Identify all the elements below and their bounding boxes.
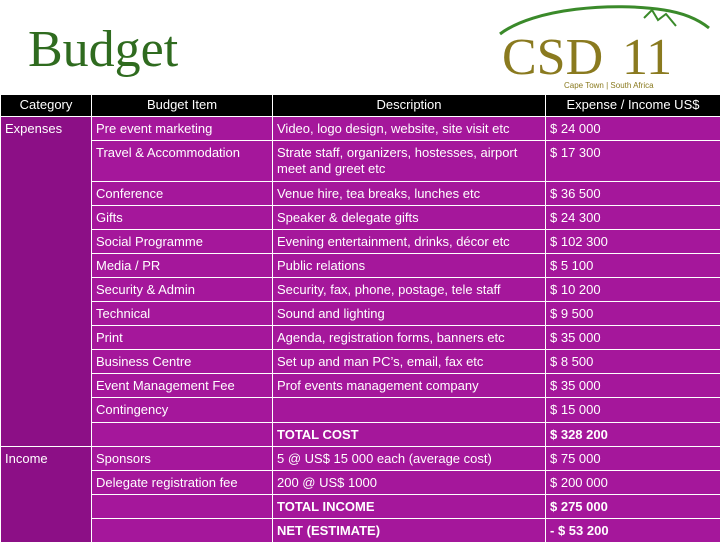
description-cell: Set up and man PC’s, email, fax etc <box>273 350 546 374</box>
amount-cell: $ 35 000 <box>546 374 720 398</box>
svg-text:11: 11 <box>622 29 672 86</box>
table-row <box>1 230 720 254</box>
amount-cell: $ 102 300 <box>546 230 720 254</box>
budget-item-cell: Social Programme <box>92 230 273 254</box>
table-header-row <box>1 95 720 117</box>
amount-cell: $ 8 500 <box>546 350 720 374</box>
amount-cell: $ 9 500 <box>546 302 720 326</box>
description-cell: Agenda, registration forms, banners etc <box>273 326 546 350</box>
category-cell: Income <box>1 447 92 543</box>
total-cost-value: $ 328 200 <box>546 423 720 447</box>
header-amount: Expense / Income US$ <box>546 95 720 117</box>
table-row <box>1 495 720 519</box>
amount-cell: $ 36 500 <box>546 182 720 206</box>
description-cell: Sound and lighting <box>273 302 546 326</box>
slide-title: Budget <box>28 24 178 76</box>
amount-cell: $ 35 000 <box>546 326 720 350</box>
table-row <box>1 206 720 230</box>
amount-cell: $ 17 300 <box>546 141 720 182</box>
total-income-value: $ 275 000 <box>546 495 720 519</box>
header-description: Description <box>273 95 546 117</box>
table-row <box>1 471 720 495</box>
budget-item-cell: Conference <box>92 182 273 206</box>
description-cell: Speaker & delegate gifts <box>273 206 546 230</box>
header-category: Category <box>1 95 92 117</box>
amount-cell: $ 5 100 <box>546 254 720 278</box>
budget-item-cell: Delegate registration fee <box>92 471 273 495</box>
budget-item-cell <box>92 495 273 519</box>
table-row <box>1 447 720 471</box>
table-row <box>1 423 720 447</box>
description-cell: Public relations <box>273 254 546 278</box>
net-estimate-label: NET (ESTIMATE) <box>273 519 546 543</box>
table-row <box>1 326 720 350</box>
budget-item-cell: Gifts <box>92 206 273 230</box>
table-row <box>1 278 720 302</box>
table-row <box>1 141 720 182</box>
budget-item-cell: Contingency <box>92 398 273 423</box>
description-cell: Strate staff, organizers, hostesses, airport meet and greet etc <box>273 141 546 182</box>
total-cost-label: TOTAL COST <box>273 423 546 447</box>
budget-item-cell: Pre event marketing <box>92 117 273 141</box>
csd11-logo <box>494 4 716 94</box>
description-cell <box>273 398 546 423</box>
description-cell: 200 @ US$ 1000 <box>273 471 546 495</box>
table-row <box>1 302 720 326</box>
amount-cell: $ 10 200 <box>546 278 720 302</box>
description-cell: Video, logo design, website, site visit etc <box>273 117 546 141</box>
table-row <box>1 350 720 374</box>
budget-item-cell <box>92 519 273 543</box>
amount-cell: $ 200 000 <box>546 471 720 495</box>
description-cell: Evening entertainment, drinks, décor etc <box>273 230 546 254</box>
table-row <box>1 182 720 206</box>
category-cell: Expenses <box>1 117 92 447</box>
net-estimate-value: - $ 53 200 <box>546 519 720 543</box>
budget-item-cell: Technical <box>92 302 273 326</box>
description-cell: Prof events management company <box>273 374 546 398</box>
budget-item-cell: Sponsors <box>92 447 273 471</box>
amount-cell: $ 75 000 <box>546 447 720 471</box>
table-row <box>1 519 720 543</box>
amount-cell: $ 24 300 <box>546 206 720 230</box>
description-cell: Security, fax, phone, postage, tele staff <box>273 278 546 302</box>
description-cell: 5 @ US$ 15 000 each (average cost) <box>273 447 546 471</box>
header-budget-item: Budget Item <box>92 95 273 117</box>
budget-item-cell: Travel & Accommodation <box>92 141 273 182</box>
total-income-label: TOTAL INCOME <box>273 495 546 519</box>
budget-table <box>0 94 720 543</box>
budget-item-cell: Business Centre <box>92 350 273 374</box>
table-row <box>1 374 720 398</box>
budget-item-cell: Print <box>92 326 273 350</box>
description-cell: Venue hire, tea breaks, lunches etc <box>273 182 546 206</box>
table-row <box>1 254 720 278</box>
amount-cell: $ 24 000 <box>546 117 720 141</box>
svg-text:CSD: CSD <box>502 29 603 86</box>
budget-item-cell: Security & Admin <box>92 278 273 302</box>
table-row <box>1 398 720 423</box>
budget-item-cell: Event Management Fee <box>92 374 273 398</box>
budget-item-cell: Media / PR <box>92 254 273 278</box>
table-row <box>1 117 720 141</box>
amount-cell: $ 15 000 <box>546 398 720 423</box>
budget-item-cell <box>92 423 273 447</box>
svg-text:Cape Town | South Africa: Cape Town | South Africa <box>564 81 654 90</box>
